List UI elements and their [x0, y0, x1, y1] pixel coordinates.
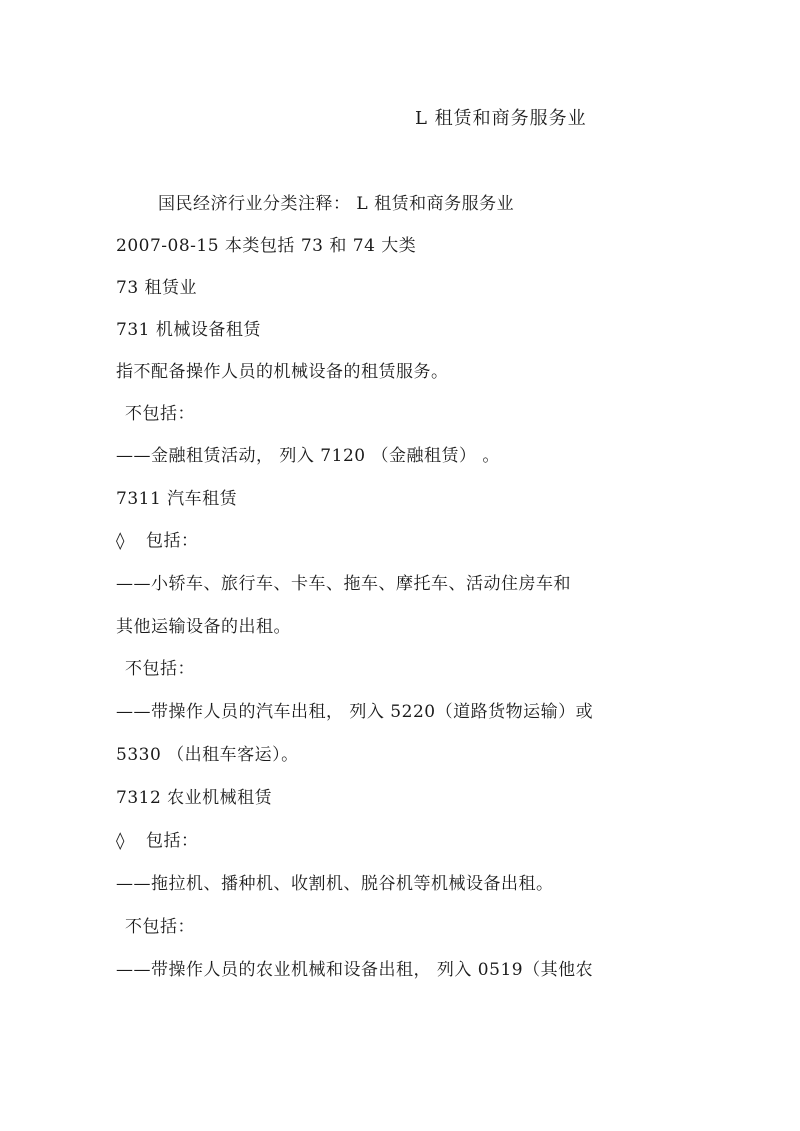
inclusion-line	[116, 829, 199, 853]
diamond-bullet-icon: ◊	[116, 831, 125, 851]
section-heading-73: 73 租赁业	[116, 278, 198, 298]
section-heading-7312: 7312 农业机械租赁	[116, 788, 273, 808]
exclusion-label: 不包括：	[125, 404, 195, 424]
exclusion-label: 不包括：	[125, 659, 195, 679]
inclusion-item: ——小轿车、旅行车、卡车、拖车、摩托车、活动住房车和	[116, 574, 571, 594]
section-heading-731: 731 机械设备租赁	[116, 320, 261, 340]
description-line: 指不配备操作人员的机械设备的租赁服务。	[116, 362, 449, 382]
inclusion-label: 包括：	[146, 831, 199, 851]
inclusion-item-continued: 其他运输设备的出租。	[116, 617, 291, 637]
section-heading-7311: 7311 汽车租赁	[116, 489, 238, 509]
exclusion-item-continued: 5330 （出租车客运）。	[116, 745, 299, 765]
page-title: L 租赁和商务服务业	[415, 108, 587, 129]
intro-line: 国民经济行业分类注释： L 租赁和商务服务业	[158, 194, 515, 214]
exclusion-item: ——带操作人员的农业机械和设备出租， 列入 0519（其他农	[116, 960, 594, 980]
inclusion-item: ——拖拉机、播种机、收割机、脱谷机等机械设备出租。	[116, 874, 554, 894]
exclusion-item: ——带操作人员的汽车出租， 列入 5220（道路货物运输）或	[116, 702, 594, 722]
inclusion-label: 包括：	[146, 531, 199, 551]
exclusion-label: 不包括：	[125, 917, 195, 937]
diamond-bullet-icon: ◊	[116, 531, 125, 551]
inclusion-line	[116, 529, 199, 553]
date-scope-line: 2007-08-15 本类包括 73 和 74 大类	[116, 236, 417, 256]
exclusion-item: ——金融租赁活动， 列入 7120 （金融租赁） 。	[116, 446, 500, 466]
